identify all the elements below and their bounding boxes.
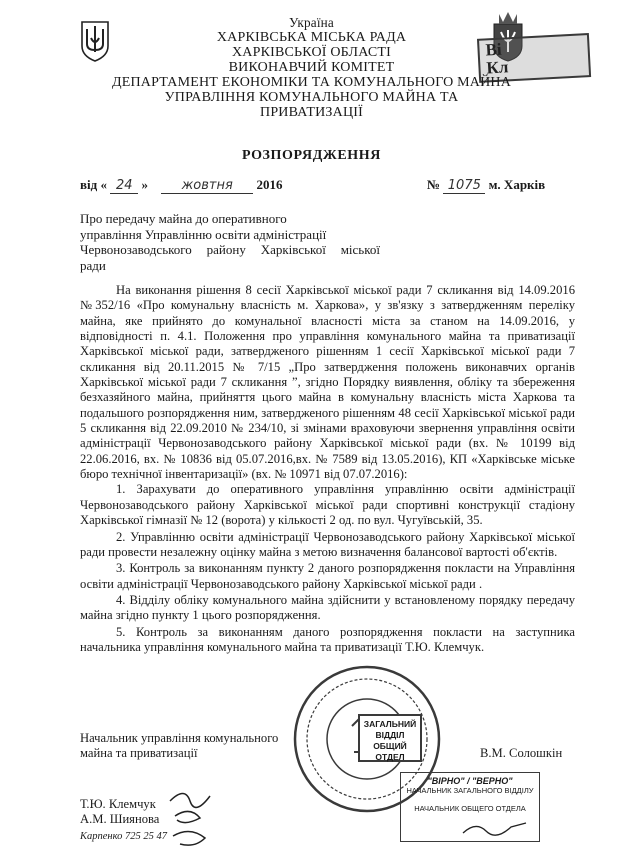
number-label: № — [427, 177, 441, 192]
subject-line: Про передачу майна до оперативного — [80, 211, 287, 226]
signer-position-line2: майна та приватизації — [80, 746, 198, 760]
subject-line: ради — [80, 257, 106, 273]
copy-stamp-title: "ВІРНО" / "ВЕРНО" — [427, 776, 513, 786]
date-day: 24 — [110, 178, 138, 194]
date-mid: » — [141, 177, 148, 192]
clause-3: 3. Контроль за виконанням пункту 2 даного розпорядження покласти на Управління освіти адміністрації Червонозаводського району Харківської міської ради . — [80, 561, 575, 591]
city: м. Харків — [488, 177, 546, 192]
date-year: 2016 — [256, 177, 283, 192]
prepared-by: Карпенко 725 25 47 — [80, 831, 167, 842]
header-country: Україна — [288, 15, 334, 30]
stamp-line-2: Кл — [486, 57, 509, 78]
header-council: ХАРКІВСЬКА МІСЬКА РАДА — [216, 30, 407, 45]
header-office-line1: УПРАВЛІННЯ КОМУНАЛЬНОГО МАЙНА ТА — [164, 90, 459, 105]
signer-position-line1: Начальник управління комунального — [80, 731, 279, 745]
approver-name: А.М. Шиянова — [80, 812, 160, 826]
stamp-general-line3: ОБЩИЙ ОТДЕЛ — [373, 741, 407, 762]
stamp-general-line1: ЗАГАЛЬНИЙ — [363, 719, 417, 729]
clause-4: 4. Відділу обліку комунального майна здійснити у встановленому порядку передачу майна згідно пункту 1 цього розпорядження. — [80, 592, 575, 623]
approver-name: Т.Ю. Клемчук — [80, 797, 156, 811]
header-office-line2: ПРИВАТИЗАЦІЇ — [260, 105, 363, 120]
document-number: 1075 — [443, 178, 485, 194]
copy-stamp-line1: НАЧАЛЬНИК ЗАГАЛЬНОГО ВІДДІЛУ — [406, 786, 534, 795]
preamble-paragraph: На виконання рішення 8 сесії Харківської міської ради 7 скликання від 14.09.2016 №352/16 «Про комунальну власність м. Харкова», у зв'язку з затвердженням переліку майна, яке прийнято до комунальної власності міста за станом на 14.09.2016, у відповідності п. 4.1. Положення про управління комунального майна та приватизації Харківської міської ради, затвердженого рішенням 1 сесії Харківської міської ради 7 скликання від 20.11.2015 № 7/15 „Про затвердження положень виконавчих органів Харківської міської ради 7 скликання ”, згідно Порядку виявлення, обліку та збереження безхазяйного майна, прийняття цього майна в комунальну власність міста Харкова та подальшого розпорядження ним, затвердженого рішенням 48 сесії Харківської міської ради 5 скликання від 22.09.2010 № 234/10, зі змінами враховуючи звернення управління освіти адміністрації Червонозаводського району Харківської міської ради (вх. № 10199 від 22.06.2016, вх. № 10836 від 05.07.2016,вх. № 7589 від 13.05.2016), КП «Харківське міське бюро технічної інвентаризації» (вх. № 10971 від 07.07.2016): — [80, 283, 575, 482]
stamp-general-line2: ВІДДІЛ — [375, 730, 405, 740]
header-region: ХАРКІВСЬКОЇ ОБЛАСТІ — [231, 45, 392, 60]
header-department: ДЕПАРТАМЕНТ ЕКОНОМІКИ ТА КОМУНАЛЬНОГО МАЙНА — [111, 75, 512, 90]
subject-line: Червонозаводського району Харківської міської — [80, 242, 380, 258]
date-prefix: від « — [80, 177, 107, 192]
date-line — [80, 177, 570, 197]
signature-block — [80, 731, 580, 761]
header-committee: ВИКОНАВЧИЙ КОМІТЕТ — [228, 60, 395, 75]
date-month: жовтня — [161, 178, 253, 194]
subject-block — [80, 211, 380, 273]
clause-1: 1. Зарахувати до оперативного управління управлінню освіти адміністрації Червонозаводського району Харківської міської ради спортивні конструкції стадіону Харківської гімназії № 12 (ворота) у кількості 2 од. по вул. Чугуївській, 35. — [80, 482, 575, 528]
clause-5: 5. Контроль за виконанням даного розпорядження покласти на заступника начальника управління комунального майна та приватизації Т.Ю. Клемчук. — [80, 624, 575, 654]
document-body — [80, 283, 575, 655]
subject-line: управління Управлінню освіти адміністрації — [80, 226, 327, 242]
copy-stamp-line2: НАЧАЛЬНИК ОБЩЕГО ОТДЕЛА — [414, 804, 526, 813]
document-title: РОЗПОРЯДЖЕННЯ — [242, 148, 381, 163]
certified-copy-stamp — [400, 772, 540, 842]
stamp-line-1: Ві — [485, 39, 503, 60]
signature-scribble-icon — [165, 786, 225, 856]
clause-2: 2. Управлінню освіти адміністрації Червонозаводського району Харківської міської ради провести незалежну оцінку майна з метою визначення балансової вартості об'єктів. — [80, 529, 575, 559]
signer-name: В.М. Солошкін — [480, 746, 563, 760]
